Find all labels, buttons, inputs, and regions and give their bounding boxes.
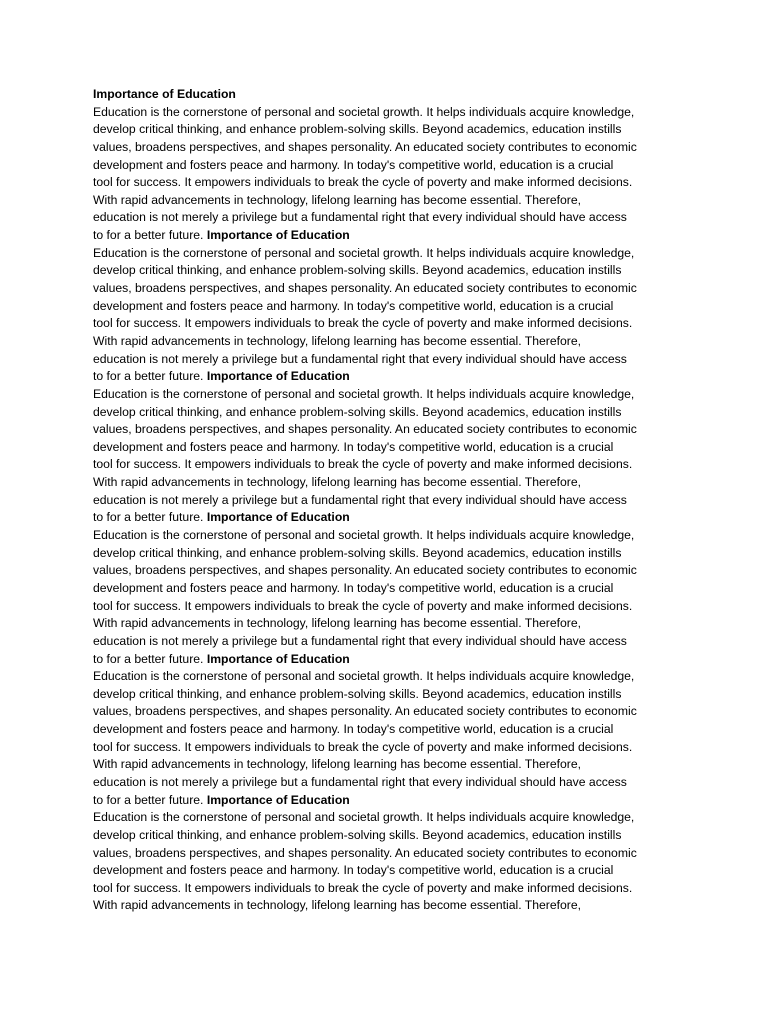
- paragraph-line: education is not merely a privilege but a fundamental right that every individual should have access: [93, 210, 627, 225]
- paragraph-line: tool for success. It empowers individuals to break the cycle of poverty and make informed decisions.: [93, 880, 633, 895]
- paragraph-line: education is not merely a privilege but a fundamental right that every individual should have access: [93, 351, 627, 366]
- paragraph-line: development and fosters peace and harmony. In today's competitive world, education is a crucial: [93, 722, 614, 737]
- paragraph-line: education is not merely a privilege but a fundamental right that every individual should have access: [93, 774, 627, 789]
- paragraph-closing-line: [93, 227, 683, 245]
- paragraph-line: With rapid advancements in technology, lifelong learning has become essential. Therefore,: [93, 333, 582, 348]
- closing-text: to for a better future.: [93, 369, 204, 384]
- paragraph-line: tool for success. It empowers individuals to break the cycle of poverty and make informed decisions.: [93, 457, 633, 472]
- paragraph-line: development and fosters peace and harmony. In today's competitive world, education is a crucial: [93, 439, 614, 454]
- paragraph-line: values, broadens perspectives, and shapes personality. An educated society contributes to economic: [93, 139, 637, 154]
- paragraph-line: develop critical thinking, and enhance problem-solving skills. Beyond academics, education instills: [93, 686, 622, 701]
- paragraph-line: development and fosters peace and harmony. In today's competitive world, education is a crucial: [93, 298, 614, 313]
- document-body: [93, 86, 683, 915]
- paragraph-line: values, broadens perspectives, and shapes personality. An educated society contributes to economic: [93, 704, 637, 719]
- paragraph-line: With rapid advancements in technology, lifelong learning has become essential. Therefore,: [93, 757, 582, 772]
- paragraph-line: With rapid advancements in technology, lifelong learning has become essential. Therefore,: [93, 475, 582, 490]
- paragraph-line: tool for success. It empowers individuals to break the cycle of poverty and make informed decisions.: [93, 739, 633, 754]
- paragraph-line: develop critical thinking, and enhance problem-solving skills. Beyond academics, education instills: [93, 827, 622, 842]
- inline-heading: Importance of Education: [206, 228, 350, 243]
- paragraph-line: develop critical thinking, and enhance problem-solving skills. Beyond academics, education instills: [93, 404, 622, 419]
- paragraph-line: education is not merely a privilege but a fundamental right that every individual should have access: [93, 492, 627, 507]
- inline-heading: Importance of Education: [206, 651, 350, 666]
- paragraph-closing-line: [93, 368, 683, 386]
- paragraph-line: values, broadens perspectives, and shapes personality. An educated society contributes to economic: [93, 281, 637, 296]
- paragraph-line: values, broadens perspectives, and shapes personality. An educated society contributes to economic: [93, 845, 637, 860]
- paragraph-closing-line: [93, 792, 683, 810]
- closing-text: to for a better future.: [93, 510, 204, 525]
- paragraph-line: Education is the cornerstone of personal and societal growth. It helps individuals acquire knowledge,: [93, 104, 635, 119]
- paragraph-line: development and fosters peace and harmony. In today's competitive world, education is a crucial: [93, 863, 614, 878]
- paragraph-line: tool for success. It empowers individuals to break the cycle of poverty and make informed decisions.: [93, 175, 633, 190]
- paragraph-closing-line: [93, 651, 683, 669]
- paragraph-line: tool for success. It empowers individuals to break the cycle of poverty and make informed decisions.: [93, 316, 633, 331]
- inline-heading: Importance of Education: [206, 792, 350, 807]
- paragraph-line: development and fosters peace and harmony. In today's competitive world, education is a crucial: [93, 580, 614, 595]
- paragraph-line: With rapid advancements in technology, lifelong learning has become essential. Therefore,: [93, 616, 582, 631]
- closing-text: to for a better future.: [93, 228, 204, 243]
- paragraph-line: develop critical thinking, and enhance problem-solving skills. Beyond academics, education instills: [93, 545, 622, 560]
- paragraph-line: With rapid advancements in technology, lifelong learning has become essential. Therefore,: [93, 192, 582, 207]
- paragraph-line: develop critical thinking, and enhance problem-solving skills. Beyond academics, education instills: [93, 263, 622, 278]
- paragraph-line: Education is the cornerstone of personal and societal growth. It helps individuals acquire knowledge,: [93, 810, 635, 825]
- paragraph-line: values, broadens perspectives, and shapes personality. An educated society contributes to economic: [93, 422, 637, 437]
- inline-heading: Importance of Education: [206, 510, 350, 525]
- closing-text: to for a better future.: [93, 792, 204, 807]
- paragraph-line: develop critical thinking, and enhance problem-solving skills. Beyond academics, education instills: [93, 122, 622, 137]
- paragraph-line: education is not merely a privilege but a fundamental right that every individual should have access: [93, 633, 627, 648]
- paragraph-line: tool for success. It empowers individuals to break the cycle of poverty and make informed decisions.: [93, 598, 633, 613]
- paragraph-line: Education is the cornerstone of personal and societal growth. It helps individuals acquire knowledge,: [93, 245, 635, 260]
- closing-text: to for a better future.: [93, 651, 204, 666]
- paragraph-line: Education is the cornerstone of personal and societal growth. It helps individuals acquire knowledge,: [93, 669, 635, 684]
- paragraph-line: Education is the cornerstone of personal and societal growth. It helps individuals acquire knowledge,: [93, 528, 635, 543]
- inline-heading: Importance of Education: [206, 369, 350, 384]
- paragraph-line: values, broadens perspectives, and shapes personality. An educated society contributes to economic: [93, 563, 637, 578]
- paragraph-line: With rapid advancements in technology, lifelong learning has become essential. Therefore,: [93, 898, 582, 913]
- paragraph-line: Education is the cornerstone of personal and societal growth. It helps individuals acquire knowledge,: [93, 386, 635, 401]
- paragraph-closing-line: [93, 509, 683, 527]
- document-heading: Importance of Education: [93, 87, 236, 101]
- paragraph-line: development and fosters peace and harmony. In today's competitive world, education is a crucial: [93, 157, 614, 172]
